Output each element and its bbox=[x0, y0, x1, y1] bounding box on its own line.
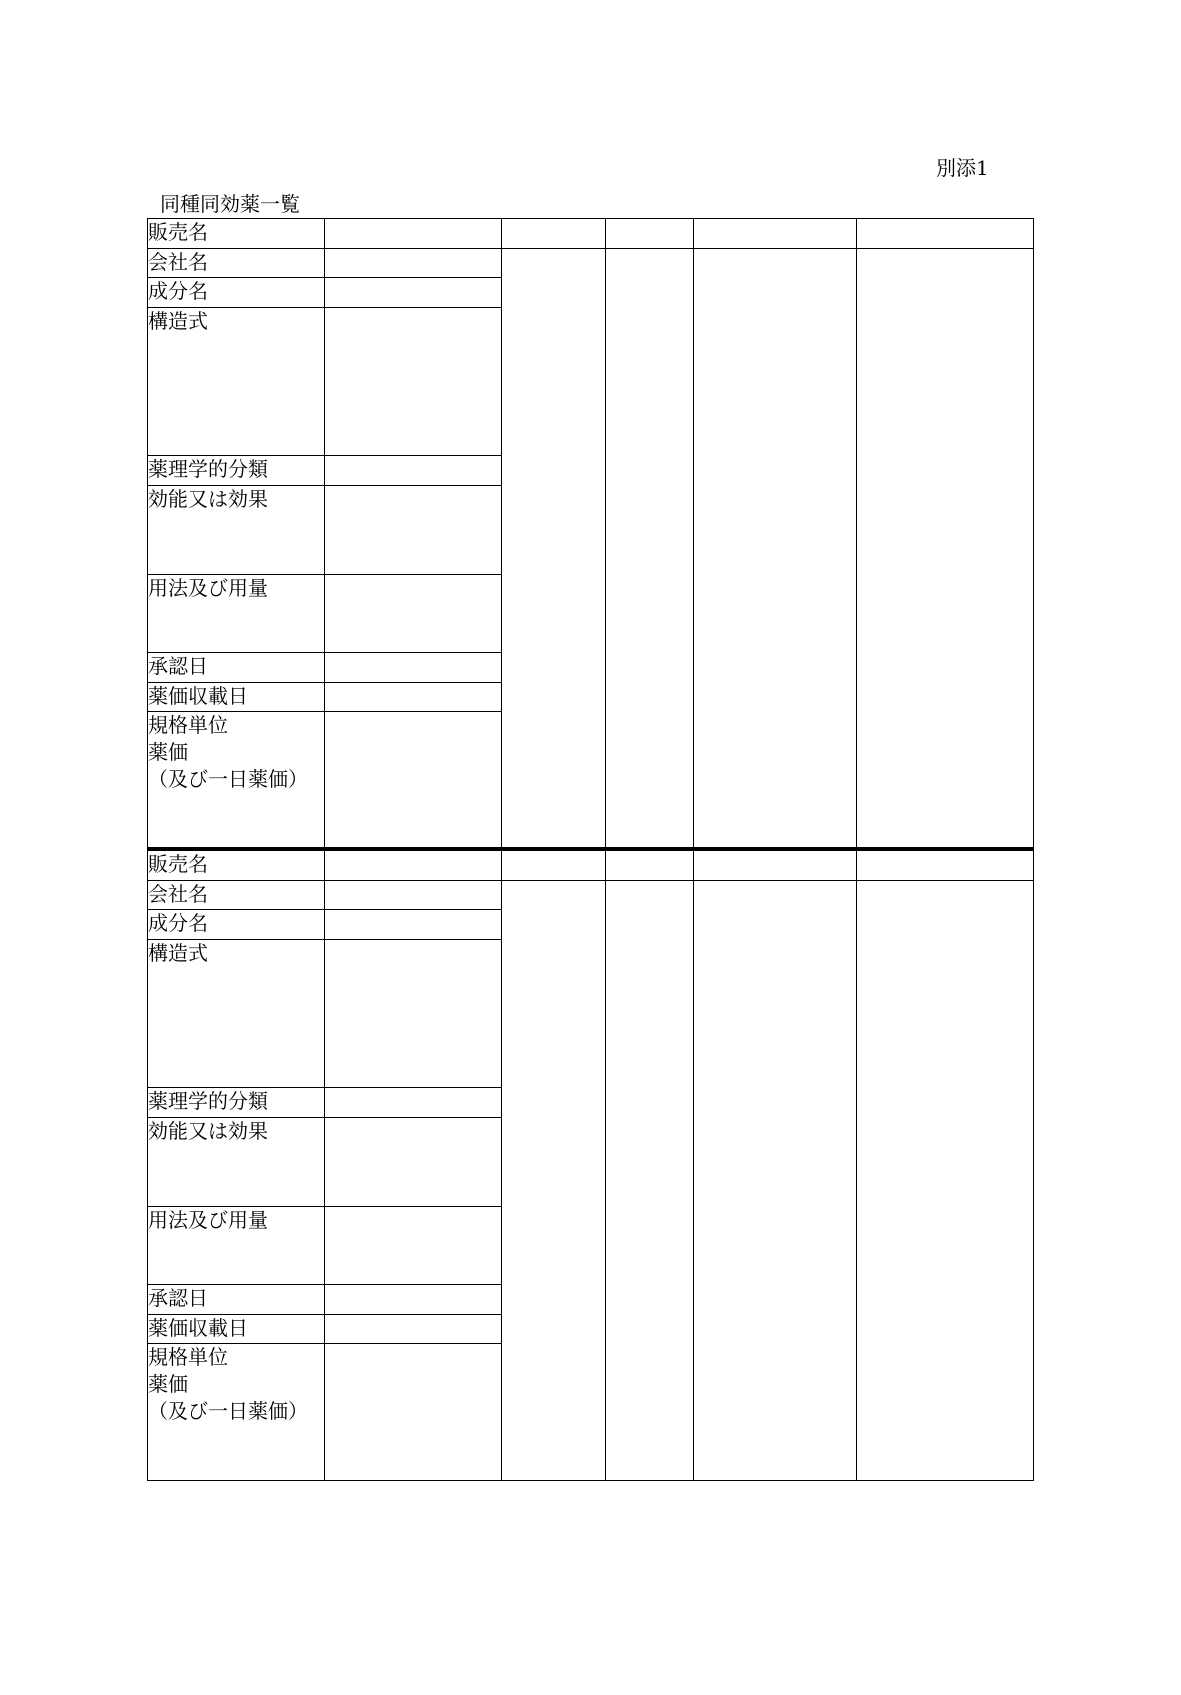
indications-label-cell bbox=[148, 1118, 325, 1207]
table-row bbox=[148, 881, 1034, 910]
drug-comparison-table-2 bbox=[147, 850, 1034, 1481]
comparison-column-cell bbox=[606, 881, 694, 1481]
document-title: 同種同効薬一覧 bbox=[160, 192, 300, 216]
price-label: 薬価 bbox=[148, 740, 188, 764]
ingredient-name-label: 成分名 bbox=[148, 279, 208, 303]
pharmacological-class-label-cell bbox=[148, 1088, 325, 1118]
price-label: （及び一日薬価） bbox=[148, 1399, 308, 1423]
drug-name-value-cell bbox=[325, 851, 502, 881]
drug-name-cell bbox=[694, 851, 857, 881]
pharmacological-class-value-cell bbox=[325, 1088, 502, 1118]
drug-name-cell bbox=[606, 851, 694, 881]
ingredient-name-label-cell bbox=[148, 910, 325, 940]
approval-date-label-cell bbox=[148, 653, 325, 683]
comparison-column-cell bbox=[502, 249, 606, 849]
ingredient-name-label: 成分名 bbox=[148, 911, 208, 935]
pharmacological-class-value-cell bbox=[325, 456, 502, 486]
company-name-value-cell bbox=[325, 881, 502, 910]
price-label: 薬価 bbox=[148, 1372, 188, 1396]
dosage-label: 用法及び用量 bbox=[148, 1208, 268, 1232]
drug-name-cell bbox=[502, 851, 606, 881]
comparison-column-cell bbox=[857, 881, 1034, 1481]
approval-date-value-cell bbox=[325, 1285, 502, 1315]
price-label: （及び一日薬価） bbox=[148, 767, 308, 791]
indications-value-cell bbox=[325, 486, 502, 575]
comparison-column-cell bbox=[857, 249, 1034, 849]
structural-formula-label-cell bbox=[148, 940, 325, 1088]
drug-name-label: 販売名 bbox=[148, 220, 208, 244]
company-name-label: 会社名 bbox=[148, 882, 208, 906]
dosage-value-cell bbox=[325, 575, 502, 653]
ingredient-name-value-cell bbox=[325, 278, 502, 308]
price-label: 規格単位 bbox=[148, 1345, 228, 1369]
structural-formula-value-cell bbox=[325, 940, 502, 1088]
drug-name-value-cell bbox=[325, 219, 502, 249]
indications-label-cell bbox=[148, 486, 325, 575]
table-row bbox=[148, 249, 1034, 278]
drug-name-cell bbox=[857, 851, 1034, 881]
drug-name-cell bbox=[502, 219, 606, 249]
indications-label: 効能又は効果 bbox=[148, 1119, 268, 1143]
indications-value-cell bbox=[325, 1118, 502, 1207]
drug-comparison-table-1 bbox=[147, 218, 1034, 850]
company-name-value-cell bbox=[325, 249, 502, 278]
listing-date-label-cell bbox=[148, 1315, 325, 1344]
company-name-label: 会社名 bbox=[148, 250, 208, 274]
dosage-label-cell bbox=[148, 1207, 325, 1285]
structural-formula-label: 構造式 bbox=[148, 309, 208, 333]
dosage-value-cell bbox=[325, 1207, 502, 1285]
company-name-label-cell bbox=[148, 881, 325, 910]
comparison-column-cell bbox=[606, 249, 694, 849]
pharmacological-class-label: 薬理学的分類 bbox=[148, 457, 268, 481]
approval-date-label-cell bbox=[148, 1285, 325, 1315]
price-label: 規格単位 bbox=[148, 713, 228, 737]
listing-date-label: 薬価収載日 bbox=[148, 1316, 248, 1340]
dosage-label-cell bbox=[148, 575, 325, 653]
price-label-cell bbox=[148, 1344, 325, 1481]
listing-date-label: 薬価収載日 bbox=[148, 684, 248, 708]
drug-name-label: 販売名 bbox=[148, 852, 208, 876]
dosage-label: 用法及び用量 bbox=[148, 576, 268, 600]
drug-name-cell bbox=[606, 219, 694, 249]
price-value-cell bbox=[325, 1344, 502, 1481]
table-row bbox=[148, 219, 1034, 249]
listing-date-label-cell bbox=[148, 683, 325, 712]
table-row bbox=[148, 851, 1034, 881]
comparison-column-cell bbox=[694, 249, 857, 849]
approval-date-value-cell bbox=[325, 653, 502, 683]
drug-name-label-cell bbox=[148, 851, 325, 881]
drug-name-label-cell bbox=[148, 219, 325, 249]
comparison-column-cell bbox=[694, 881, 857, 1481]
approval-date-label: 承認日 bbox=[148, 654, 208, 678]
structural-formula-label: 構造式 bbox=[148, 941, 208, 965]
price-value-cell bbox=[325, 712, 502, 849]
listing-date-value-cell bbox=[325, 1315, 502, 1344]
listing-date-value-cell bbox=[325, 683, 502, 712]
structural-formula-value-cell bbox=[325, 308, 502, 456]
price-label-cell bbox=[148, 712, 325, 849]
pharmacological-class-label-cell bbox=[148, 456, 325, 486]
attachment-label: 別添1 bbox=[936, 156, 989, 180]
approval-date-label: 承認日 bbox=[148, 1286, 208, 1310]
ingredient-name-label-cell bbox=[148, 278, 325, 308]
drug-name-cell bbox=[694, 219, 857, 249]
structural-formula-label-cell bbox=[148, 308, 325, 456]
drug-name-cell bbox=[857, 219, 1034, 249]
ingredient-name-value-cell bbox=[325, 910, 502, 940]
company-name-label-cell bbox=[148, 249, 325, 278]
pharmacological-class-label: 薬理学的分類 bbox=[148, 1089, 268, 1113]
indications-label: 効能又は効果 bbox=[148, 487, 268, 511]
comparison-column-cell bbox=[502, 881, 606, 1481]
